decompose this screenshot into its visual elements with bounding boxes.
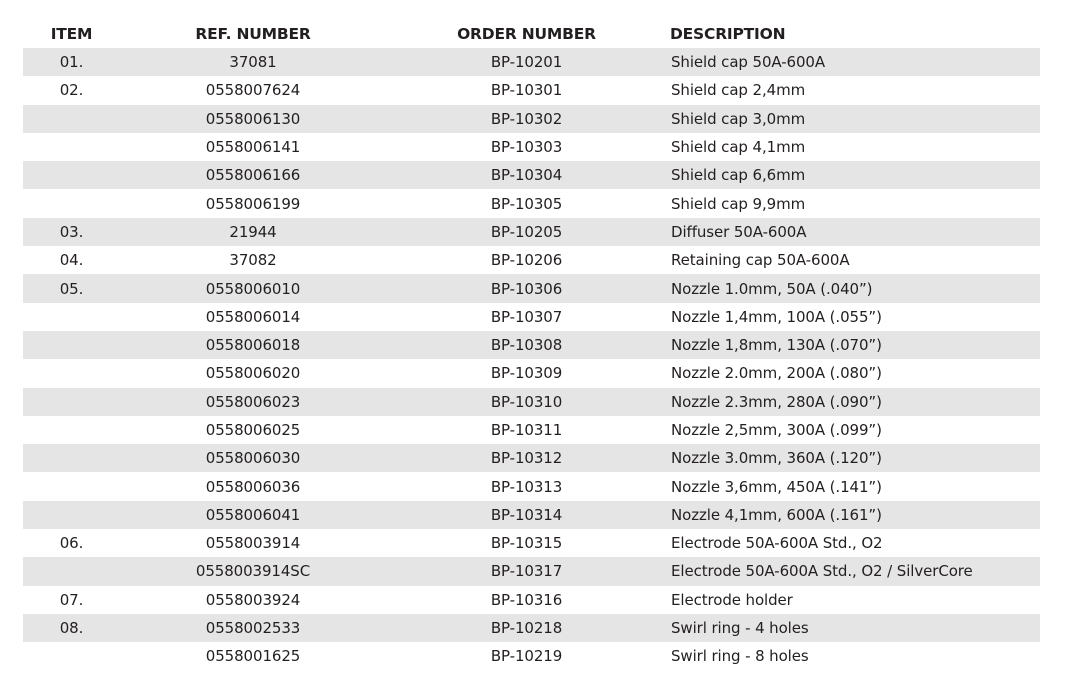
- table-row: [23, 472, 1040, 500]
- table-row: [23, 246, 1040, 274]
- header-ref-number: REF. NUMBER: [195, 25, 311, 43]
- row-order-number: BP-10311: [490, 421, 563, 439]
- row-order-number: BP-10206: [490, 251, 563, 270]
- row-description: Retaining cap 50A-600A: [671, 251, 850, 270]
- row-description: Diffuser 50A-600A: [671, 222, 807, 241]
- table-row: [23, 586, 1040, 614]
- row-description: Shield cap 9,9mm: [671, 194, 806, 213]
- row-description: Nozzle 2.0mm, 200A (.080”): [671, 364, 882, 383]
- table-row: [23, 274, 1040, 302]
- table-row: [23, 76, 1040, 104]
- row-ref-number: 0558007624: [205, 81, 301, 100]
- row-description: Nozzle 3.0mm, 360A (.120”): [671, 449, 882, 468]
- row-ref-number: 21944: [229, 222, 277, 241]
- row-order-number: BP-10302: [490, 109, 563, 128]
- table-row: [23, 501, 1040, 529]
- row-ref-number: 0558006030: [205, 449, 301, 468]
- header-item: ITEM: [50, 25, 93, 43]
- table-row: [23, 133, 1040, 161]
- row-item: 03.: [59, 222, 84, 241]
- row-ref-number: 0558006141: [205, 138, 301, 157]
- row-description: Shield cap 3,0mm: [671, 109, 806, 128]
- row-ref-number: 0558002533: [205, 619, 301, 638]
- table-row: [23, 48, 1040, 76]
- row-ref-number: 0558006166: [205, 166, 301, 185]
- row-order-number: BP-10218: [490, 619, 563, 638]
- row-description: Electrode 50A-600A Std., O2: [671, 534, 883, 553]
- table-row: [23, 614, 1040, 642]
- table-row: [23, 218, 1040, 246]
- row-description: Shield cap 4,1mm: [671, 138, 806, 157]
- row-item: 07.: [59, 590, 84, 609]
- row-order-number: BP-10308: [490, 336, 563, 355]
- row-item: 05.: [59, 279, 84, 298]
- table-row: [23, 557, 1040, 585]
- table-row: [23, 161, 1040, 189]
- row-ref-number: 0558006041: [205, 505, 301, 524]
- row-order-number: BP-10314: [490, 505, 563, 524]
- row-order-number: BP-10305: [490, 194, 563, 213]
- row-description: Shield cap 50A-600A: [671, 53, 826, 72]
- header-order-number: ORDER NUMBER: [457, 25, 596, 43]
- table-row: [23, 529, 1040, 557]
- table-row: [23, 444, 1040, 472]
- row-description: Electrode 50A-600A Std., O2 / SilverCore: [671, 562, 973, 581]
- row-description: Nozzle 2.3mm, 280A (.090”): [671, 392, 882, 411]
- row-item: 08.: [59, 619, 84, 638]
- header-description: DESCRIPTION: [670, 25, 786, 43]
- table-body: [23, 48, 1040, 671]
- row-item: 02.: [59, 81, 84, 100]
- parts-table: [23, 20, 1040, 671]
- table-row: [23, 303, 1040, 331]
- row-description: Nozzle 3,6mm, 450A (.141”): [671, 477, 882, 496]
- row-ref-number: 37082: [229, 251, 277, 270]
- table-row: [23, 189, 1040, 217]
- row-ref-number: 0558003914: [205, 534, 301, 553]
- row-order-number: BP-10310: [490, 392, 563, 411]
- table-header: [23, 20, 1040, 48]
- row-ref-number: 0558003914SC: [195, 562, 311, 581]
- row-ref-number: 37081: [229, 53, 277, 72]
- row-order-number: BP-10303: [490, 138, 563, 157]
- row-order-number: BP-10201: [490, 53, 563, 72]
- row-order-number: BP-10307: [490, 307, 563, 326]
- row-item: 06.: [59, 534, 84, 553]
- row-description: Nozzle 1,4mm, 100A (.055”): [671, 307, 882, 326]
- row-order-number: BP-10301: [490, 81, 563, 100]
- row-item: 01.: [59, 53, 84, 72]
- row-description: Nozzle 1,8mm, 130A (.070”): [671, 336, 882, 355]
- table-row: [23, 359, 1040, 387]
- row-ref-number: 0558006199: [205, 194, 301, 213]
- row-ref-number: 0558006020: [205, 364, 301, 383]
- row-description: Shield cap 6,6mm: [671, 166, 806, 185]
- table-row: [23, 388, 1040, 416]
- row-ref-number: 0558006010: [205, 279, 301, 298]
- row-description: Nozzle 1.0mm, 50A (.040”): [671, 279, 873, 298]
- row-description: Swirl ring - 4 holes: [671, 619, 809, 638]
- table-row: [23, 642, 1040, 670]
- row-order-number: BP-10317: [490, 562, 563, 581]
- row-ref-number: 0558001625: [205, 647, 301, 666]
- row-order-number: BP-10316: [490, 590, 563, 609]
- row-order-number: BP-10304: [490, 166, 563, 185]
- table-row: [23, 331, 1040, 359]
- row-order-number: BP-10312: [490, 449, 563, 468]
- row-ref-number: 0558006025: [205, 421, 301, 439]
- row-description: Swirl ring - 8 holes: [671, 647, 809, 666]
- table-row: [23, 416, 1040, 444]
- row-ref-number: 0558006014: [205, 307, 301, 326]
- row-order-number: BP-10315: [490, 534, 563, 553]
- row-description: Shield cap 2,4mm: [671, 81, 806, 100]
- row-order-number: BP-10205: [490, 222, 563, 241]
- row-ref-number: 0558006018: [205, 336, 301, 355]
- row-description: Nozzle 2,5mm, 300A (.099”): [671, 421, 882, 439]
- row-ref-number: 0558006036: [205, 477, 301, 496]
- table-row: [23, 105, 1040, 133]
- row-item: 04.: [59, 251, 84, 270]
- row-description: Nozzle 4,1mm, 600A (.161”): [671, 505, 882, 524]
- row-order-number: BP-10309: [490, 364, 563, 383]
- row-order-number: BP-10313: [490, 477, 563, 496]
- row-description: Electrode holder: [671, 590, 793, 609]
- row-order-number: BP-10219: [490, 647, 563, 666]
- row-order-number: BP-10306: [490, 279, 563, 298]
- row-ref-number: 0558006130: [205, 109, 301, 128]
- row-ref-number: 0558003924: [205, 590, 301, 609]
- row-ref-number: 0558006023: [205, 392, 301, 411]
